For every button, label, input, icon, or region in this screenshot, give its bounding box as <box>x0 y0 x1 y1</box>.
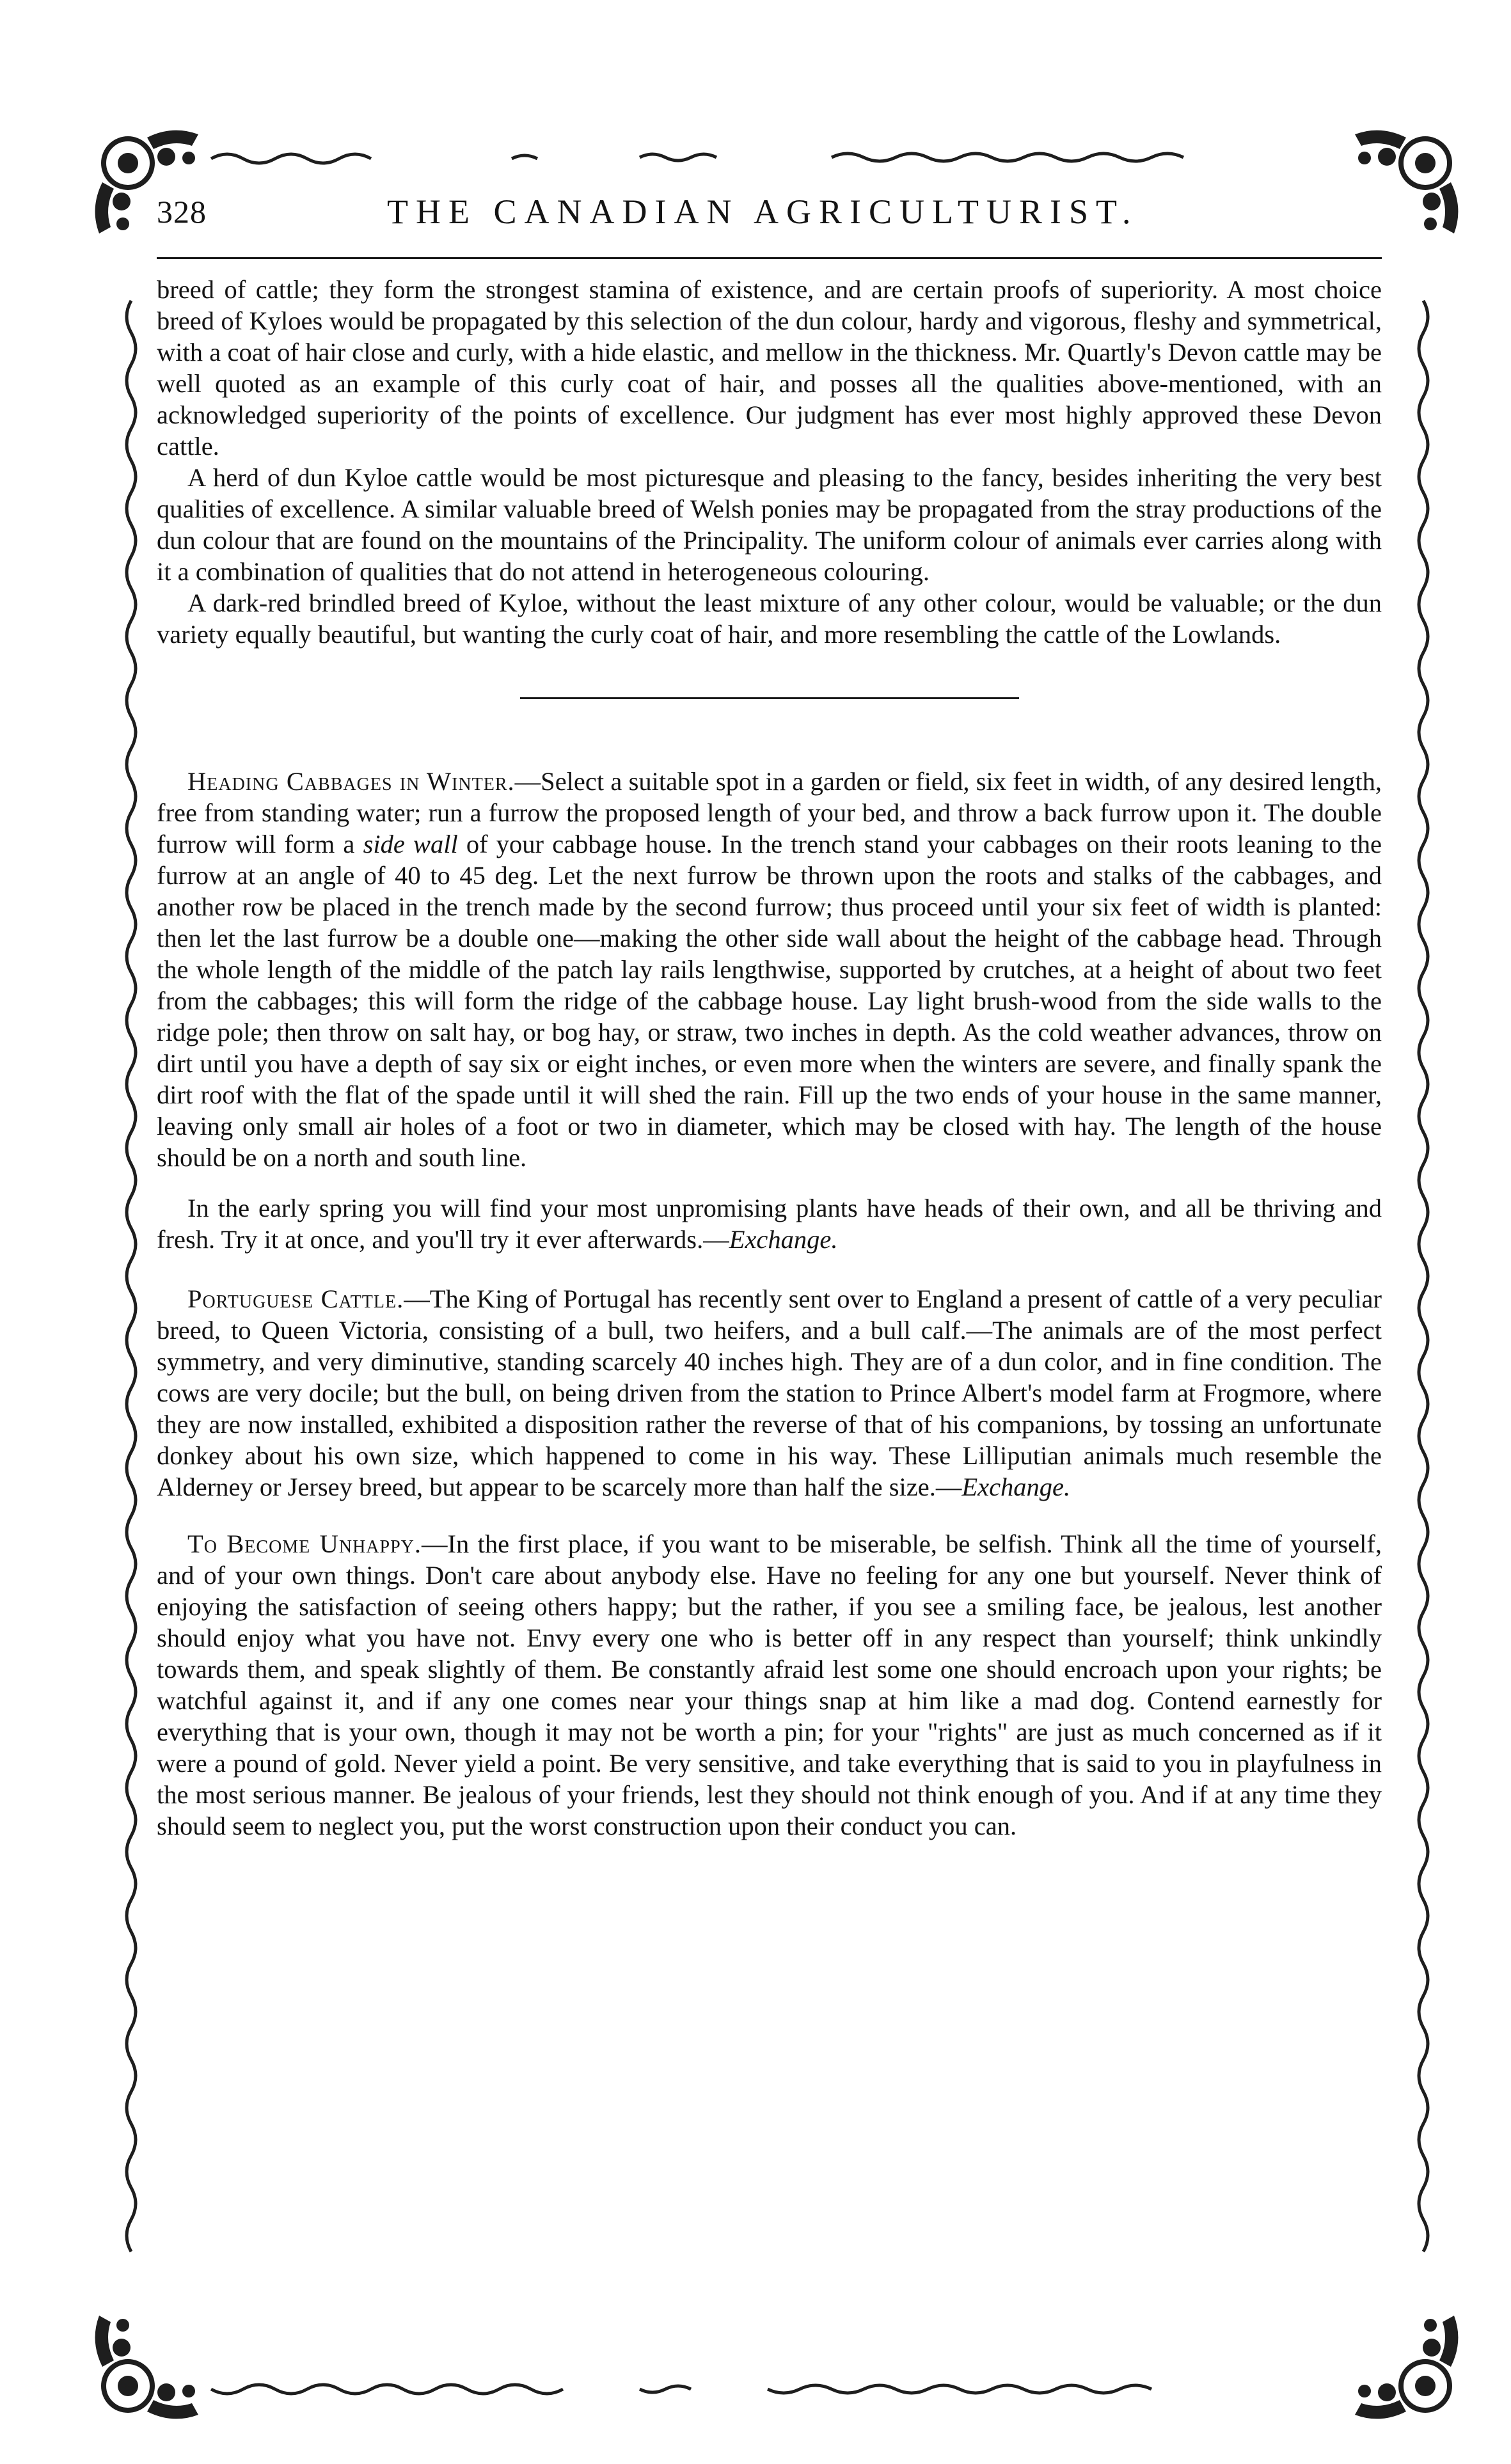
article-text: —The King of Portugal has recently sent over to England a present of cattle of a very peculiar breed, to Queen Victoria, consisting of a bull, two heifers, and a bull calf.—The animals are of the most perfect symmetry, and very diminutive, standing scarcely 40 inches high. They are of a dun color, and in fine condition. The cows are very docile; but the bull, on being driven from the station to Prince Albert's model farm at Frogmore, where they are now installed, exhibited a disposition rather the reverse of that of his companions, by tossing an unfortunate donkey about his own size, which happened to come in his way. These Lilliputian animals much resemble the Alderney or Jersey breed, but appear to be scarcely more than half the size.— <box>157 1284 1382 1501</box>
page-body <box>157 274 1382 1842</box>
paragraph <box>157 766 1382 1173</box>
page-number: 328 <box>157 194 207 230</box>
paragraph <box>157 1192 1382 1255</box>
paragraph: breed of cattle; they form the strongest stamina of existence, and are certain proofs of superiority. A most choice breed of Kyloes would be propagated by this selection of the dun colour, hardy and vigorous, fleshy and symmetrical, with a coat of hair close and curly, with a hide elastic, and mellow in the thickness. Mr. Quartly's Devon cattle may be well quoted as an example of this curly coat of hair, and posses all the qualities above-mentioned, with an acknowledged superiority of the points of excellence. Our judgment has ever most highly approved these Devon cattle. <box>157 275 1382 461</box>
source-citation: Exchange. <box>729 1225 838 1254</box>
paragraph <box>157 1283 1382 1503</box>
article-heading: Heading Cabbages in Winter. <box>187 767 515 796</box>
article-text: —In the first place, if you want to be miserable, be selfish. Think all the time of yourself, and of your own things. Don't care about anybody else. Have no feeling for any one but yourself. Never think of enjoying the satisfaction of seeing others happy; but the rather, if you see a smiling face, be jealous, lest another should enjoy what you have not. Envy every one who is better off in any respect than yourself; think unkindly towards them, and speak slightly of them. Be constantly afraid lest some one should encroach upon your rights; be watchful against it, and if any one comes near your things snap at him like a mad dog. Contend earnestly for everything that is your own, though it may not be worth a pin; for your "rights" are just as much concerned as if it were a pound of gold. Never yield a point. Be very sensitive, and take everything that is said to you in playfulness in the most serious manner. Be jealous of your friends, lest they should not think enough of you. And if at any time they should seem to neglect you, put the worst construction upon their conduct you can. <box>157 1529 1382 1840</box>
emphasis-text: side wall <box>363 830 458 858</box>
article-text: In the early spring you will find your most unpromising plants have heads of their own, and all be thriving and fresh. Try it at once, and you'll try it ever afterwards.— <box>157 1194 1382 1254</box>
running-title: THE CANADIAN AGRICULTURIST. <box>387 193 1139 231</box>
article-cattle-colour <box>157 274 1382 650</box>
paragraph: A dark-red brindled breed of Kyloe, without the least mixture of any other colour, would be valuable; or the dun variety equally beautiful, but wanting the curly coat of hair, and more resembling the cattle of the Lowlands. <box>157 588 1382 649</box>
section-divider <box>520 697 1019 699</box>
paragraph: A herd of dun Kyloe cattle would be most picturesque and pleasing to the fancy, besides inheriting the very best qualities of excellence. A similar valuable breed of Welsh ponies may be propagated from the stray productions of the dun colour that are found on the mountains of the Principality. The uniform colour of animals ever carries along with it a combination of qualities that do not attend in heterogeneous colouring. <box>157 463 1382 586</box>
article-heading: Portuguese Cattle. <box>187 1284 404 1313</box>
running-header <box>157 192 1382 243</box>
source-citation: Exchange. <box>961 1473 1071 1501</box>
article-heading: To Become Unhappy. <box>187 1529 422 1558</box>
article-text: of your cabbage house. In the trench stand your cabbages on their roots leaning to the furrow at an angle of 40 to 45 deg. Let the next furrow be thrown upon the roots and stalks of the cabbages, and another row be placed in the trench made by the second furrow; thus proceed until your six feet of width is planted: then let the last furrow be a double one—making the other side wall about the height of the cabbage head. Through the whole length of the middle of the patch lay rails lengthwise, supported by crutches, at a height of about two feet from the cabbages; this will form the ridge of the cabbage house. Lay light brush-wood from the side walls to the ridge pole; then throw on salt hay, or bog hay, or straw, two inches in depth. As the cold weather advances, throw on dirt until you have a depth of say six or eight inches, or even more when the winters are severe, and finally spank the dirt roof with the flat of the spade until it will shed the rain. Fill up the two ends of your house in the same manner, leaving only small air holes of a foot or two in diameter, which may be closed with hay. The length of the house should be on a north and south line. <box>157 830 1382 1172</box>
article-portuguese-cattle <box>157 1283 1382 1503</box>
article-text: —Select a suitable spot in a garden or field, six feet in width, of any desired length, free from standing water; run a furrow the proposed length of your bed, and throw a back furrow upon it. The double furrow will form a <box>157 767 1382 858</box>
paragraph <box>157 1528 1382 1842</box>
header-rule <box>157 257 1382 259</box>
article-heading-cabbages <box>157 766 1382 1255</box>
article-to-become-unhappy <box>157 1528 1382 1842</box>
